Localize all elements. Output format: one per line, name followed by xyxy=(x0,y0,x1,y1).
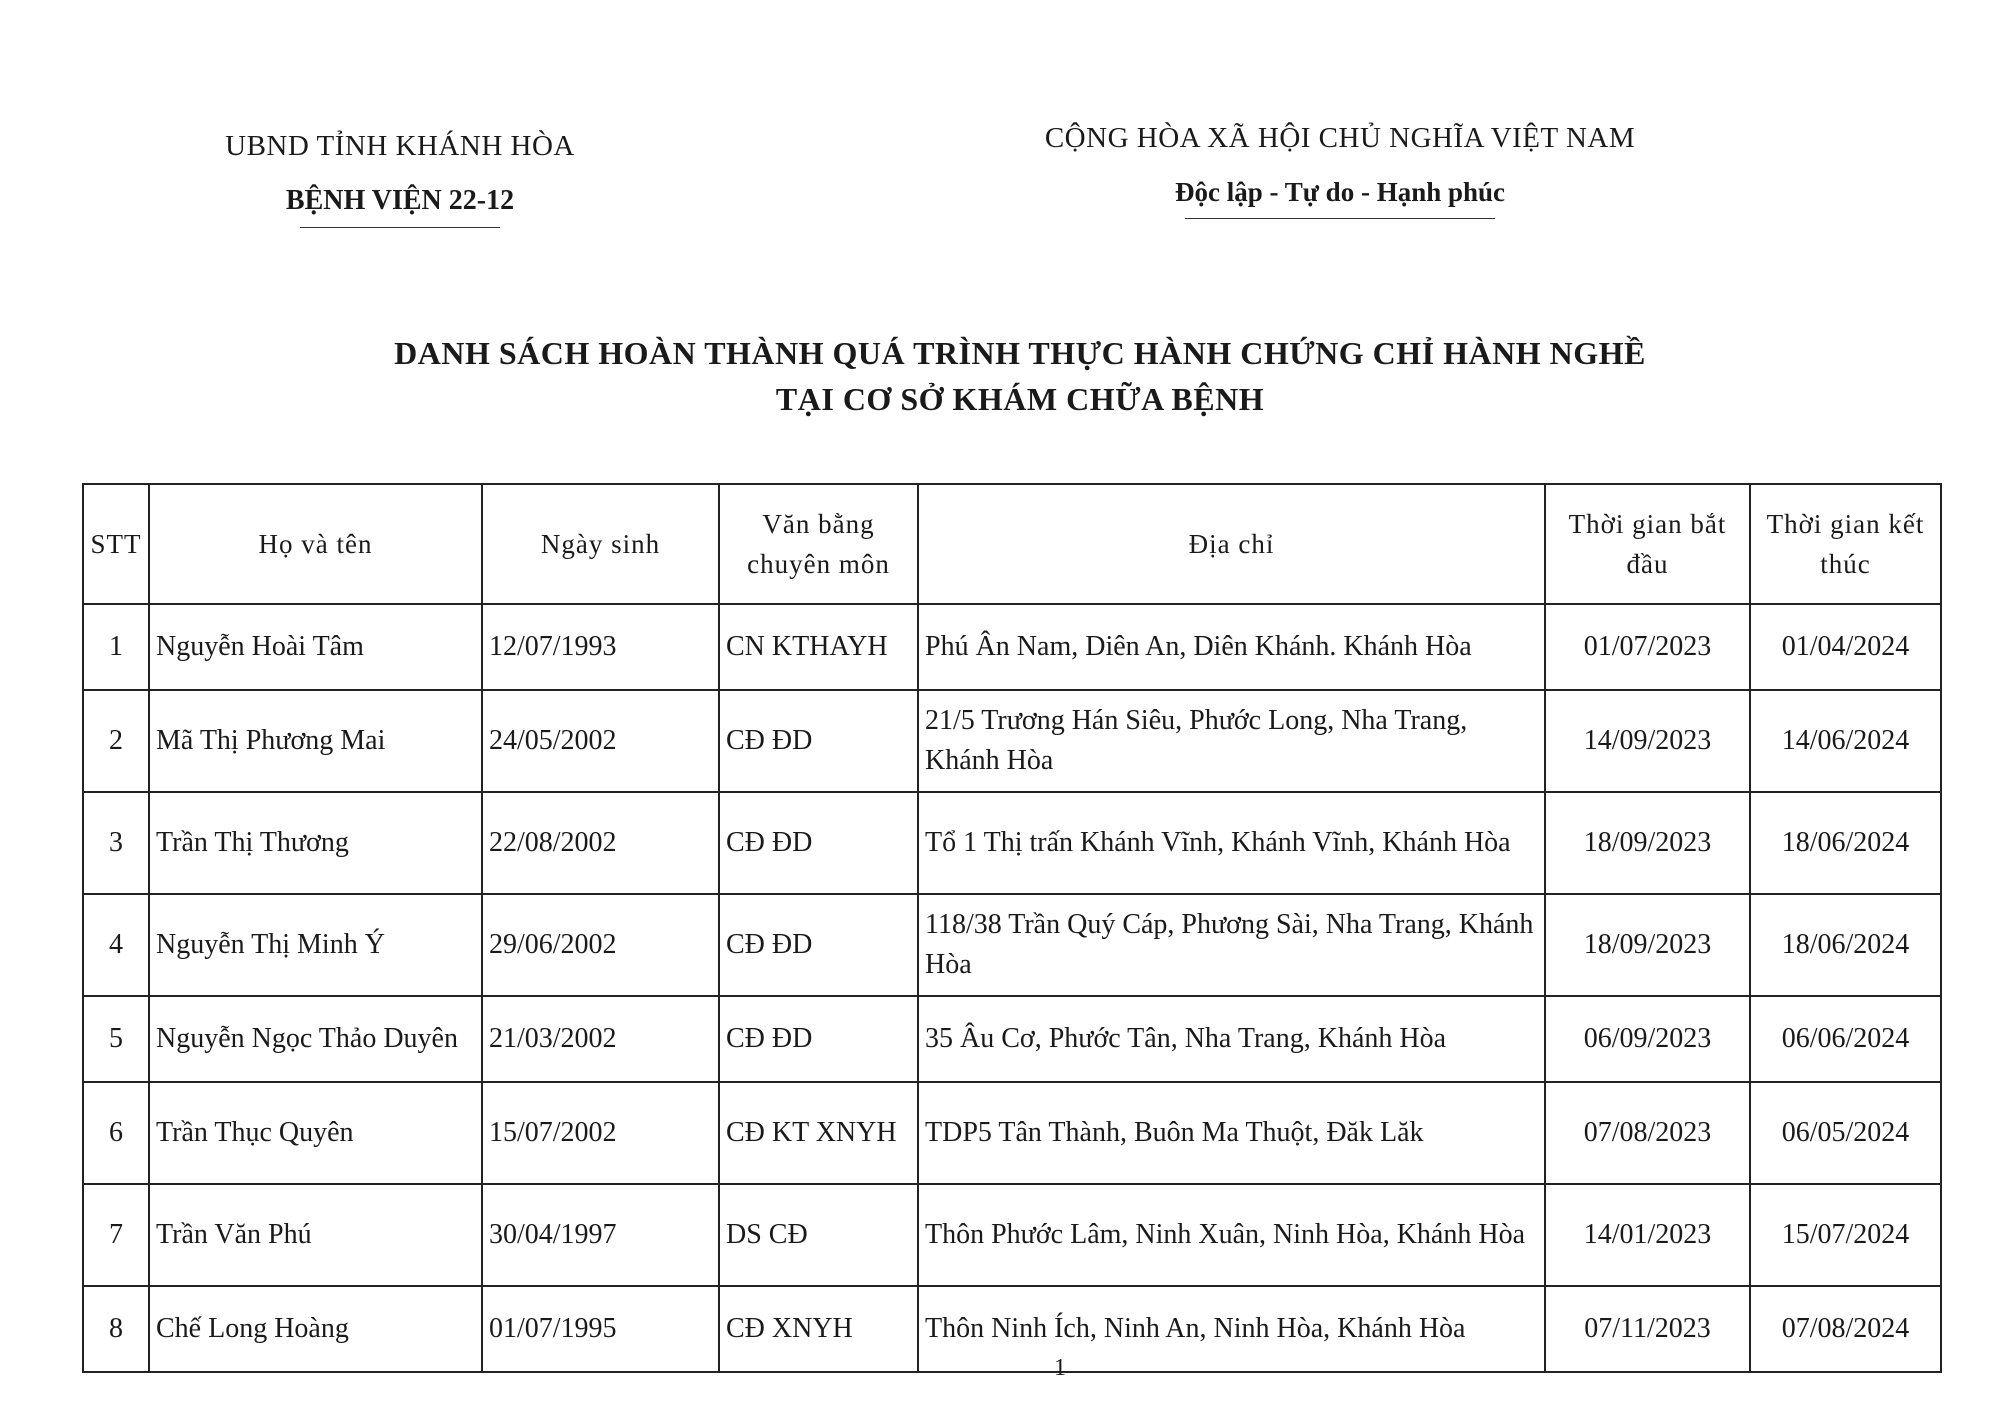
cell-degree: DS CĐ xyxy=(719,1184,918,1286)
cell-name: Trần Thị Thương xyxy=(149,792,482,894)
cell-degree: CĐ ĐD xyxy=(719,792,918,894)
header-left xyxy=(200,130,600,228)
cell-dob: 29/06/2002 xyxy=(482,894,719,996)
cell-address: Thôn Phước Lâm, Ninh Xuân, Ninh Hòa, Khánh Hòa xyxy=(918,1184,1545,1286)
table-row xyxy=(83,1184,1941,1286)
cell-end: 06/06/2024 xyxy=(1750,996,1941,1082)
cell-address: Tổ 1 Thị trấn Khánh Vĩnh, Khánh Vĩnh, Khánh Hòa xyxy=(918,792,1545,894)
cell-end: 14/06/2024 xyxy=(1750,690,1941,792)
cell-name: Nguyễn Hoài Tâm xyxy=(149,604,482,690)
cell-start: 06/09/2023 xyxy=(1545,996,1750,1082)
table-header-row xyxy=(83,484,1941,604)
cell-degree: CĐ XNYH xyxy=(719,1286,918,1372)
cell-dob: 30/04/1997 xyxy=(482,1184,719,1286)
col-header-dob: Ngày sinh xyxy=(482,484,719,604)
title-line-1: DANH SÁCH HOÀN THÀNH QUÁ TRÌNH THỰC HÀNH CHỨNG CHỈ HÀNH NGHỀ xyxy=(394,335,1646,371)
cell-degree: CĐ KT XNYH xyxy=(719,1082,918,1184)
cell-start: 07/11/2023 xyxy=(1545,1286,1750,1372)
cell-end: 06/05/2024 xyxy=(1750,1082,1941,1184)
page-number: 1 xyxy=(1054,1355,1066,1381)
cell-stt: 1 xyxy=(83,604,149,690)
cell-address: TDP5 Tân Thành, Buôn Ma Thuột, Đăk Lăk xyxy=(918,1082,1545,1184)
cell-dob: 22/08/2002 xyxy=(482,792,719,894)
header-right-divider xyxy=(1185,218,1495,219)
cell-dob: 01/07/1995 xyxy=(482,1286,719,1372)
cell-start: 07/08/2023 xyxy=(1545,1082,1750,1184)
document-title xyxy=(200,330,1840,422)
table-row xyxy=(83,1082,1941,1184)
cell-start: 18/09/2023 xyxy=(1545,792,1750,894)
col-header-address: Địa chỉ xyxy=(918,484,1545,604)
cell-end: 18/06/2024 xyxy=(1750,894,1941,996)
cell-stt: 7 xyxy=(83,1184,149,1286)
cell-stt: 8 xyxy=(83,1286,149,1372)
table-row xyxy=(83,996,1941,1082)
cell-name: Trần Thục Quyên xyxy=(149,1082,482,1184)
col-header-stt: STT xyxy=(83,484,149,604)
title-line-2: TẠI CƠ SỞ KHÁM CHỮA BỆNH xyxy=(775,381,1265,417)
cell-name: Chế Long Hoàng xyxy=(149,1286,482,1372)
table-row xyxy=(83,604,1941,690)
col-header-start: Thời gian bắt đầu xyxy=(1545,484,1750,604)
cell-name: Mã Thị Phương Mai xyxy=(149,690,482,792)
cell-degree: CĐ ĐD xyxy=(719,894,918,996)
cell-dob: 12/07/1993 xyxy=(482,604,719,690)
cell-start: 01/07/2023 xyxy=(1545,604,1750,690)
hospital-name: BỆNH VIỆN 22-12 xyxy=(285,185,515,216)
cell-dob: 21/03/2002 xyxy=(482,996,719,1082)
cell-degree: CN KTHAYH xyxy=(719,604,918,690)
national-motto: Độc lập - Tự do - Hạnh phúc xyxy=(1174,177,1506,207)
cell-name: Nguyễn Thị Minh Ý xyxy=(149,894,482,996)
cell-stt: 5 xyxy=(83,996,149,1082)
col-header-name: Họ và tên xyxy=(149,484,482,604)
cell-end: 07/08/2024 xyxy=(1750,1286,1941,1372)
cell-address: 35 Âu Cơ, Phước Tân, Nha Trang, Khánh Hòa xyxy=(918,996,1545,1082)
cell-start: 14/09/2023 xyxy=(1545,690,1750,792)
col-header-degree: Văn bằng chuyên môn xyxy=(719,484,918,604)
cell-stt: 2 xyxy=(83,690,149,792)
practice-completion-table xyxy=(82,483,1942,1373)
table-row xyxy=(83,1286,1941,1372)
cell-dob: 24/05/2002 xyxy=(482,690,719,792)
cell-end: 01/04/2024 xyxy=(1750,604,1941,690)
org-name: UBND TỈNH KHÁNH HÒA xyxy=(225,130,575,162)
header-right xyxy=(990,122,1690,219)
cell-address: Phú Ân Nam, Diên An, Diên Khánh. Khánh Hòa xyxy=(918,604,1545,690)
table-row xyxy=(83,792,1941,894)
cell-stt: 6 xyxy=(83,1082,149,1184)
cell-stt: 4 xyxy=(83,894,149,996)
cell-start: 18/09/2023 xyxy=(1545,894,1750,996)
col-header-end: Thời gian kết thúc xyxy=(1750,484,1941,604)
cell-name: Nguyễn Ngọc Thảo Duyên xyxy=(149,996,482,1082)
header-left-divider xyxy=(300,227,500,228)
cell-address: Thôn Ninh Ích, Ninh An, Ninh Hòa, Khánh Hòa xyxy=(918,1286,1545,1372)
cell-degree: CĐ ĐD xyxy=(719,996,918,1082)
cell-end: 15/07/2024 xyxy=(1750,1184,1941,1286)
cell-dob: 15/07/2002 xyxy=(482,1082,719,1184)
cell-address: 118/38 Trần Quý Cáp, Phương Sài, Nha Trang, Khánh Hòa xyxy=(918,894,1545,996)
table-row xyxy=(83,690,1941,792)
cell-address: 21/5 Trương Hán Siêu, Phước Long, Nha Trang, Khánh Hòa xyxy=(918,690,1545,792)
cell-degree: CĐ ĐD xyxy=(719,690,918,792)
cell-stt: 3 xyxy=(83,792,149,894)
cell-start: 14/01/2023 xyxy=(1545,1184,1750,1286)
cell-end: 18/06/2024 xyxy=(1750,792,1941,894)
nation-name: CỘNG HÒA XÃ HỘI CHỦ NGHĨA VIỆT NAM xyxy=(1044,122,1636,154)
table-row xyxy=(83,894,1941,996)
cell-name: Trần Văn Phú xyxy=(149,1184,482,1286)
